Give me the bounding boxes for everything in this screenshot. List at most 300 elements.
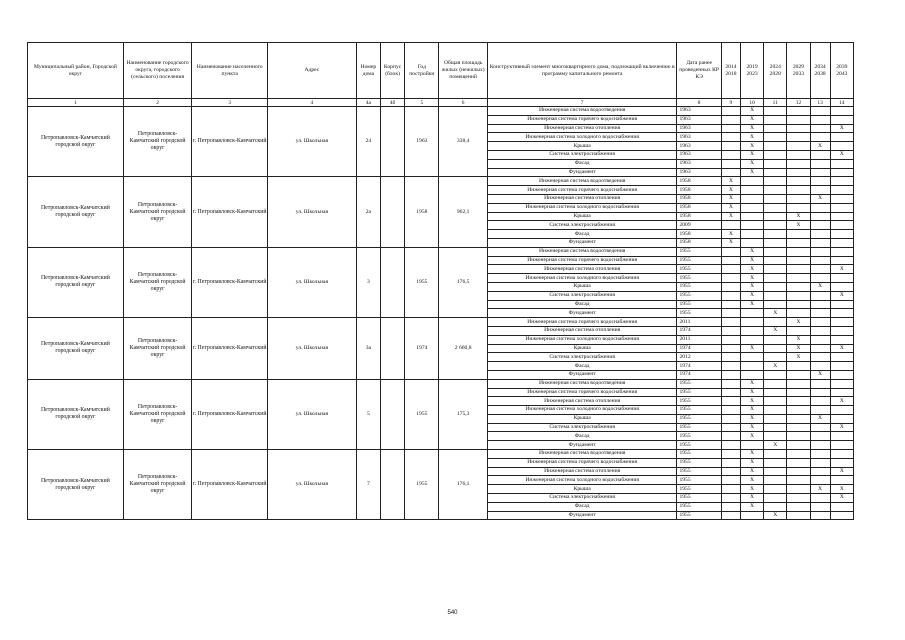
address-cell: ул. Школьная bbox=[268, 450, 357, 520]
period-mark-cell bbox=[721, 494, 740, 503]
period-mark-cell bbox=[721, 274, 740, 283]
prior-repair-date-cell: 2009 bbox=[677, 221, 721, 230]
period-mark-cell: X bbox=[830, 423, 853, 432]
period-mark-cell: X bbox=[740, 159, 763, 168]
prior-repair-date-cell: 1955 bbox=[677, 414, 721, 423]
period-mark-cell bbox=[810, 344, 830, 353]
period-mark-cell bbox=[764, 265, 787, 274]
prior-repair-date-cell: 1958 bbox=[677, 177, 721, 186]
prior-repair-date-cell: 1958 bbox=[677, 186, 721, 195]
period-mark-cell bbox=[787, 441, 810, 450]
element-cell: Крыша bbox=[487, 344, 677, 353]
period-mark-cell bbox=[721, 511, 740, 520]
period-mark-cell bbox=[787, 291, 810, 300]
period-mark-cell bbox=[787, 379, 810, 388]
locality-cell: г. Петропавловск-Камчатский bbox=[192, 177, 268, 247]
period-mark-cell bbox=[810, 159, 830, 168]
period-mark-cell bbox=[764, 432, 787, 441]
period-mark-cell bbox=[830, 326, 853, 335]
period-mark-cell bbox=[830, 432, 853, 441]
period-mark-cell bbox=[787, 397, 810, 406]
period-mark-cell bbox=[764, 494, 787, 503]
period-mark-cell: X bbox=[721, 186, 740, 195]
period-mark-cell: X bbox=[740, 256, 763, 265]
prior-repair-date-cell: 1974 bbox=[677, 344, 721, 353]
period-mark-cell bbox=[810, 467, 830, 476]
period-mark-cell bbox=[721, 309, 740, 318]
period-mark-cell bbox=[764, 379, 787, 388]
period-mark-cell bbox=[721, 265, 740, 274]
element-cell: Инженерная система горячего водоснабжения bbox=[487, 318, 677, 327]
element-cell: Инженерная система отопления bbox=[487, 467, 677, 476]
period-mark-cell bbox=[810, 353, 830, 362]
locality-cell: г. Петропавловск-Камчатский bbox=[192, 379, 268, 449]
prior-repair-date-cell: 1963 bbox=[677, 115, 721, 124]
header-address: Адрес bbox=[268, 43, 357, 99]
period-mark-cell bbox=[721, 168, 740, 177]
period-mark-cell bbox=[740, 221, 763, 230]
year-built-cell: 1974 bbox=[405, 318, 439, 380]
period-mark-cell bbox=[787, 203, 810, 212]
header-element: Конструктивный элемент многоквартирного дома, подлежащий включению в программу капитального ремонта bbox=[487, 43, 677, 99]
period-mark-cell: X bbox=[740, 397, 763, 406]
period-mark-cell bbox=[787, 326, 810, 335]
period-mark-cell: X bbox=[830, 265, 853, 274]
period-mark-cell bbox=[787, 150, 810, 159]
period-mark-cell bbox=[830, 476, 853, 485]
element-cell: Крыша bbox=[487, 414, 677, 423]
element-cell: Инженерная система холодного водоснабжения bbox=[487, 203, 677, 212]
district-cell: Петропавловск-Камчатский городской округ bbox=[28, 450, 124, 520]
locality-cell: г. Петропавловск-Камчатский bbox=[192, 247, 268, 317]
year-built-cell: 1955 bbox=[405, 247, 439, 317]
period-mark-cell bbox=[787, 458, 810, 467]
district-cell: Петропавловск-Камчатский городской округ bbox=[28, 247, 124, 317]
period-mark-cell bbox=[764, 194, 787, 203]
prior-repair-date-cell: 1955 bbox=[677, 388, 721, 397]
period-mark-cell bbox=[764, 203, 787, 212]
period-mark-cell bbox=[810, 502, 830, 511]
period-mark-cell bbox=[721, 432, 740, 441]
element-cell: Фасад bbox=[487, 502, 677, 511]
element-cell: Инженерная система отопления bbox=[487, 124, 677, 133]
period-mark-cell bbox=[764, 300, 787, 309]
header-district: Муниципальный район, Городской округ bbox=[28, 43, 124, 99]
period-mark-cell bbox=[740, 238, 763, 247]
period-mark-cell bbox=[810, 124, 830, 133]
column-number: 13 bbox=[810, 99, 830, 107]
period-mark-cell bbox=[740, 370, 763, 379]
period-mark-cell bbox=[787, 485, 810, 494]
period-mark-cell bbox=[830, 458, 853, 467]
prior-repair-date-cell: 1963 bbox=[677, 133, 721, 142]
element-cell: Инженерная система отопления bbox=[487, 326, 677, 335]
column-number: 3 bbox=[192, 99, 268, 107]
period-mark-cell: X bbox=[740, 265, 763, 274]
period-mark-cell bbox=[830, 441, 853, 450]
column-number: 4а bbox=[356, 99, 380, 107]
house-number-cell: 2а bbox=[356, 177, 380, 247]
period-mark-cell bbox=[830, 247, 853, 256]
period-mark-cell bbox=[764, 397, 787, 406]
period-mark-cell bbox=[810, 406, 830, 415]
period-mark-cell bbox=[787, 159, 810, 168]
period-mark-cell: X bbox=[787, 344, 810, 353]
period-mark-cell bbox=[740, 326, 763, 335]
period-mark-cell bbox=[764, 485, 787, 494]
period-mark-cell bbox=[787, 494, 810, 503]
table-row bbox=[28, 318, 854, 327]
period-mark-cell bbox=[830, 238, 853, 247]
period-mark-cell: X bbox=[721, 177, 740, 186]
prior-repair-date-cell: 1955 bbox=[677, 432, 721, 441]
prior-repair-date-cell: 1963 bbox=[677, 107, 721, 116]
period-mark-cell: X bbox=[830, 494, 853, 503]
prior-repair-date-cell: 1955 bbox=[677, 476, 721, 485]
korpus-cell bbox=[380, 107, 404, 177]
house-block bbox=[28, 450, 854, 520]
period-mark-cell bbox=[810, 291, 830, 300]
period-mark-cell bbox=[721, 107, 740, 116]
column-number: 4б bbox=[380, 99, 404, 107]
area-cell: 2 660,8 bbox=[439, 318, 487, 380]
period-mark-cell: X bbox=[721, 238, 740, 247]
element-cell: Фундамент bbox=[487, 370, 677, 379]
period-mark-cell bbox=[764, 221, 787, 230]
period-mark-cell bbox=[721, 300, 740, 309]
element-cell: Крыша bbox=[487, 142, 677, 151]
address-cell: ул. Школьная bbox=[268, 318, 357, 380]
period-mark-cell bbox=[830, 309, 853, 318]
house-number-cell: 3а bbox=[356, 318, 380, 380]
column-number: 12 bbox=[787, 99, 810, 107]
period-mark-cell bbox=[721, 115, 740, 124]
period-mark-cell bbox=[810, 177, 830, 186]
period-mark-cell: X bbox=[721, 212, 740, 221]
header-year: Год постройки bbox=[405, 43, 439, 99]
period-mark-cell bbox=[810, 274, 830, 283]
settlement-cell: Петропавловск-Камчатский городской округ bbox=[123, 450, 192, 520]
locality-cell: г. Петропавловск-Камчатский bbox=[192, 318, 268, 380]
prior-repair-date-cell: 1955 bbox=[677, 450, 721, 459]
locality-cell: г. Петропавловск-Камчатский bbox=[192, 107, 268, 177]
period-mark-cell: X bbox=[740, 142, 763, 151]
column-number: 2 bbox=[123, 99, 192, 107]
period-mark-cell: X bbox=[787, 212, 810, 221]
header-period-2024: 2024 2028 bbox=[764, 43, 787, 99]
period-mark-cell bbox=[830, 115, 853, 124]
period-mark-cell bbox=[810, 133, 830, 142]
house-block bbox=[28, 177, 854, 247]
header-settlement: Наименование городского округа, городского (сельского) поселения bbox=[123, 43, 192, 99]
period-mark-cell bbox=[721, 124, 740, 133]
column-number: 5 bbox=[405, 99, 439, 107]
period-mark-cell bbox=[740, 353, 763, 362]
period-mark-cell bbox=[764, 291, 787, 300]
header-period-2039: 2039 2043 bbox=[830, 43, 853, 99]
header-period-2014: 2014 2018 bbox=[721, 43, 740, 99]
period-mark-cell bbox=[810, 494, 830, 503]
element-cell: Система электроснабжения bbox=[487, 291, 677, 300]
house-block bbox=[28, 247, 854, 317]
period-mark-cell bbox=[721, 379, 740, 388]
settlement-cell: Петропавловск-Камчатский городской округ bbox=[123, 177, 192, 247]
period-mark-cell bbox=[787, 124, 810, 133]
period-mark-cell bbox=[721, 388, 740, 397]
period-mark-cell bbox=[787, 142, 810, 151]
period-mark-cell bbox=[830, 142, 853, 151]
period-mark-cell bbox=[764, 344, 787, 353]
house-number-cell: 3 bbox=[356, 247, 380, 317]
settlement-cell: Петропавловск-Камчатский городской округ bbox=[123, 247, 192, 317]
table-row bbox=[28, 107, 854, 116]
house-block bbox=[28, 379, 854, 449]
period-mark-cell bbox=[764, 212, 787, 221]
district-cell: Петропавловск-Камчатский городской округ bbox=[28, 379, 124, 449]
period-mark-cell bbox=[810, 458, 830, 467]
prior-repair-date-cell: 1955 bbox=[677, 502, 721, 511]
period-mark-cell bbox=[830, 221, 853, 230]
period-mark-cell bbox=[721, 291, 740, 300]
element-cell: Система электроснабжения bbox=[487, 353, 677, 362]
period-mark-cell bbox=[787, 282, 810, 291]
period-mark-cell: X bbox=[740, 485, 763, 494]
prior-repair-date-cell: 1958 bbox=[677, 203, 721, 212]
period-mark-cell: X bbox=[740, 414, 763, 423]
period-mark-cell bbox=[764, 256, 787, 265]
period-mark-cell bbox=[787, 133, 810, 142]
period-mark-cell: X bbox=[810, 282, 830, 291]
period-mark-cell bbox=[740, 511, 763, 520]
period-mark-cell bbox=[764, 115, 787, 124]
element-cell: Фундамент bbox=[487, 309, 677, 318]
period-mark-cell bbox=[764, 388, 787, 397]
period-mark-cell bbox=[810, 212, 830, 221]
period-mark-cell: X bbox=[740, 423, 763, 432]
period-mark-cell bbox=[764, 353, 787, 362]
period-mark-cell bbox=[787, 432, 810, 441]
period-mark-cell bbox=[830, 177, 853, 186]
period-mark-cell bbox=[764, 318, 787, 327]
period-mark-cell bbox=[787, 362, 810, 371]
element-cell: Инженерная система холодного водоснабжения bbox=[487, 476, 677, 485]
area-cell: 962,1 bbox=[439, 177, 487, 247]
period-mark-cell bbox=[787, 274, 810, 283]
column-number-row bbox=[28, 99, 854, 107]
period-mark-cell bbox=[740, 230, 763, 239]
period-mark-cell bbox=[787, 238, 810, 247]
prior-repair-date-cell: 1955 bbox=[677, 309, 721, 318]
column-number: 4 bbox=[268, 99, 357, 107]
district-cell: Петропавловск-Камчатский городской округ bbox=[28, 177, 124, 247]
period-mark-cell bbox=[740, 318, 763, 327]
period-mark-cell bbox=[787, 388, 810, 397]
area-cell: 176,5 bbox=[439, 247, 487, 317]
header-area: Общая площадь жилых (нежилых) помещений bbox=[439, 43, 487, 99]
period-mark-cell: X bbox=[810, 485, 830, 494]
period-mark-cell bbox=[830, 212, 853, 221]
period-mark-cell bbox=[764, 406, 787, 415]
house-block bbox=[28, 318, 854, 380]
period-mark-cell bbox=[830, 282, 853, 291]
period-mark-cell bbox=[740, 177, 763, 186]
period-mark-cell: X bbox=[740, 107, 763, 116]
prior-repair-date-cell: 1963 bbox=[677, 124, 721, 133]
period-mark-cell: X bbox=[740, 168, 763, 177]
column-number: 7 bbox=[487, 99, 677, 107]
period-mark-cell: X bbox=[787, 318, 810, 327]
period-mark-cell bbox=[810, 107, 830, 116]
period-mark-cell bbox=[721, 353, 740, 362]
period-mark-cell: X bbox=[740, 406, 763, 415]
period-mark-cell: X bbox=[740, 115, 763, 124]
prior-repair-date-cell: 1955 bbox=[677, 291, 721, 300]
house-number-cell: 7 bbox=[356, 450, 380, 520]
address-cell: ул. Школьная bbox=[268, 177, 357, 247]
period-mark-cell bbox=[721, 133, 740, 142]
element-cell: Фундамент bbox=[487, 168, 677, 177]
prior-repair-date-cell: 1955 bbox=[677, 458, 721, 467]
period-mark-cell bbox=[787, 450, 810, 459]
header-date: Дата ранее проведенных КР КЭ bbox=[677, 43, 721, 99]
prior-repair-date-cell: 1955 bbox=[677, 467, 721, 476]
period-mark-cell bbox=[764, 186, 787, 195]
element-cell: Инженерная система отопления bbox=[487, 194, 677, 203]
period-mark-cell bbox=[764, 282, 787, 291]
column-number: 1 bbox=[28, 99, 124, 107]
period-mark-cell bbox=[810, 476, 830, 485]
period-mark-cell bbox=[830, 414, 853, 423]
period-mark-cell bbox=[810, 450, 830, 459]
korpus-cell bbox=[380, 177, 404, 247]
period-mark-cell bbox=[764, 159, 787, 168]
period-mark-cell bbox=[830, 300, 853, 309]
period-mark-cell bbox=[764, 335, 787, 344]
period-mark-cell bbox=[830, 353, 853, 362]
period-mark-cell bbox=[787, 309, 810, 318]
korpus-cell bbox=[380, 379, 404, 449]
element-cell: Система электроснабжения bbox=[487, 221, 677, 230]
period-mark-cell bbox=[830, 318, 853, 327]
year-built-cell: 1955 bbox=[405, 450, 439, 520]
period-mark-cell bbox=[764, 370, 787, 379]
period-mark-cell: X bbox=[740, 458, 763, 467]
period-mark-cell: X bbox=[740, 379, 763, 388]
period-mark-cell bbox=[764, 168, 787, 177]
period-mark-cell bbox=[830, 203, 853, 212]
prior-repair-date-cell: 1974 bbox=[677, 370, 721, 379]
period-mark-cell: X bbox=[764, 441, 787, 450]
period-mark-cell bbox=[764, 274, 787, 283]
period-mark-cell: X bbox=[740, 502, 763, 511]
element-cell: Система электроснабжения bbox=[487, 494, 677, 503]
prior-repair-date-cell: 1955 bbox=[677, 441, 721, 450]
period-mark-cell bbox=[810, 238, 830, 247]
period-mark-cell bbox=[810, 388, 830, 397]
area-cell: 176,1 bbox=[439, 450, 487, 520]
period-mark-cell: X bbox=[740, 133, 763, 142]
period-mark-cell bbox=[830, 450, 853, 459]
period-mark-cell bbox=[787, 265, 810, 274]
element-cell: Инженерная система водоотведения bbox=[487, 379, 677, 388]
prior-repair-date-cell: 1958 bbox=[677, 212, 721, 221]
period-mark-cell bbox=[764, 177, 787, 186]
period-mark-cell bbox=[810, 335, 830, 344]
prior-repair-date-cell: 1963 bbox=[677, 159, 721, 168]
period-mark-cell bbox=[787, 256, 810, 265]
element-cell: Инженерная система горячего водоснабжения bbox=[487, 458, 677, 467]
period-mark-cell bbox=[740, 194, 763, 203]
prior-repair-date-cell: 1963 bbox=[677, 168, 721, 177]
period-mark-cell: X bbox=[740, 247, 763, 256]
period-mark-cell bbox=[721, 362, 740, 371]
element-cell: Инженерная система водоотведения bbox=[487, 450, 677, 459]
period-mark-cell bbox=[764, 414, 787, 423]
prior-repair-date-cell: 2011 bbox=[677, 335, 721, 344]
prior-repair-date-cell: 1955 bbox=[677, 406, 721, 415]
element-cell: Крыша bbox=[487, 485, 677, 494]
period-mark-cell: X bbox=[740, 450, 763, 459]
period-mark-cell bbox=[830, 370, 853, 379]
period-mark-cell bbox=[810, 441, 830, 450]
prior-repair-date-cell: 1974 bbox=[677, 362, 721, 371]
period-mark-cell bbox=[740, 362, 763, 371]
header-period-2034: 2034 2038 bbox=[810, 43, 830, 99]
element-cell: Система электроснабжения bbox=[487, 150, 677, 159]
period-mark-cell bbox=[830, 502, 853, 511]
column-number: 8 bbox=[677, 99, 721, 107]
element-cell: Инженерная система холодного водоснабжения bbox=[487, 335, 677, 344]
period-mark-cell: X bbox=[830, 485, 853, 494]
district-cell: Петропавловск-Камчатский городской округ bbox=[28, 318, 124, 380]
period-mark-cell bbox=[721, 370, 740, 379]
korpus-cell bbox=[380, 318, 404, 380]
column-number: 6 bbox=[439, 99, 487, 107]
element-cell: Инженерная система отопления bbox=[487, 397, 677, 406]
period-mark-cell: X bbox=[787, 353, 810, 362]
period-mark-cell bbox=[787, 467, 810, 476]
element-cell: Инженерная система водоотведения bbox=[487, 107, 677, 116]
period-mark-cell bbox=[721, 441, 740, 450]
locality-cell: г. Петропавловск-Камчатский bbox=[192, 450, 268, 520]
prior-repair-date-cell: 2011 bbox=[677, 318, 721, 327]
table-row bbox=[28, 379, 854, 388]
settlement-cell: Петропавловск-Камчатский городской округ bbox=[123, 318, 192, 380]
period-mark-cell bbox=[787, 423, 810, 432]
prior-repair-date-cell: 1955 bbox=[677, 511, 721, 520]
element-cell: Крыша bbox=[487, 212, 677, 221]
column-number: 9 bbox=[721, 99, 740, 107]
period-mark-cell bbox=[721, 159, 740, 168]
period-mark-cell bbox=[721, 344, 740, 353]
period-mark-cell bbox=[764, 230, 787, 239]
period-mark-cell: X bbox=[764, 326, 787, 335]
period-mark-cell bbox=[830, 107, 853, 116]
period-mark-cell bbox=[721, 467, 740, 476]
period-mark-cell bbox=[740, 212, 763, 221]
period-mark-cell bbox=[830, 274, 853, 283]
house-number-cell: 5 bbox=[356, 379, 380, 449]
prior-repair-date-cell: 1958 bbox=[677, 230, 721, 239]
period-mark-cell bbox=[787, 406, 810, 415]
period-mark-cell bbox=[830, 159, 853, 168]
period-mark-cell bbox=[830, 388, 853, 397]
period-mark-cell bbox=[721, 423, 740, 432]
period-mark-cell bbox=[810, 186, 830, 195]
period-mark-cell: X bbox=[830, 150, 853, 159]
prior-repair-date-cell: 1955 bbox=[677, 423, 721, 432]
period-mark-cell bbox=[810, 432, 830, 441]
